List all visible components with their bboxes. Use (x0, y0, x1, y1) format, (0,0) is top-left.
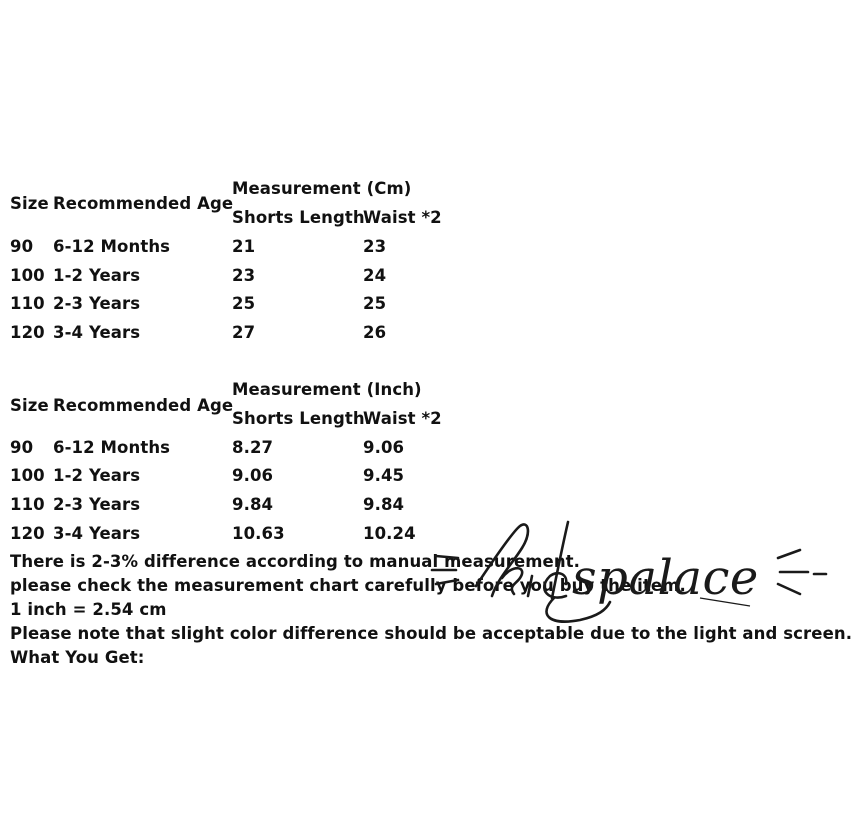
row-waist: 26 (363, 323, 387, 342)
sparkle-dash (436, 580, 458, 584)
row-age: 6-12 Months (53, 438, 171, 457)
row-length: 25 (232, 294, 256, 313)
age-header: Recommended Age (53, 194, 234, 213)
measurement-header-inch: Measurement (Inch) (232, 380, 422, 399)
row-age: 1-2 Years (53, 266, 141, 285)
size-header: Size (10, 396, 49, 415)
row-length: 23 (232, 266, 256, 285)
row-size: 120 (10, 323, 45, 342)
row-age: 2-3 Years (53, 294, 141, 313)
row-length: 27 (232, 323, 256, 342)
kidspalace-watermark-logo (428, 518, 830, 628)
row-waist: 9.45 (363, 466, 405, 485)
row-waist: 9.84 (363, 495, 405, 514)
row-length: 10.63 (232, 524, 285, 543)
size-header: Size (10, 194, 49, 213)
note-line: Please note that slight color difference should be acceptable due to the light and screen. (10, 624, 852, 643)
row-size: 120 (10, 524, 45, 543)
row-age: 2-3 Years (53, 495, 141, 514)
waist-header: Waist *2 (363, 409, 442, 428)
row-size: 90 (10, 237, 34, 256)
sparkle-dash (778, 550, 800, 558)
row-size: 100 (10, 266, 45, 285)
length-header: Shorts Length (232, 409, 365, 428)
age-header: Recommended Age (53, 396, 234, 415)
row-length: 21 (232, 237, 256, 256)
row-size: 90 (10, 438, 34, 457)
row-age: 3-4 Years (53, 323, 141, 342)
row-length: 9.06 (232, 466, 274, 485)
row-waist: 25 (363, 294, 387, 313)
row-waist: 10.24 (363, 524, 416, 543)
row-waist: 9.06 (363, 438, 405, 457)
k-loop (476, 524, 528, 596)
row-age: 6-12 Months (53, 237, 171, 256)
note-line: There is 2-3% difference according to manual measurement. (10, 552, 581, 571)
row-size: 110 (10, 495, 45, 514)
sparkle-dash (436, 556, 458, 558)
sparkle-dash (778, 584, 800, 594)
row-length: 8.27 (232, 438, 274, 457)
i-stroke (528, 576, 532, 596)
note-line: please check the measurement chart carefully before you buy the item. (10, 576, 686, 595)
row-age: 1-2 Years (53, 466, 141, 485)
d-ascender (552, 522, 568, 598)
row-waist: 24 (363, 266, 387, 285)
row-size: 110 (10, 294, 45, 313)
note-line: 1 inch = 2.54 cm (10, 600, 167, 619)
row-waist: 23 (363, 237, 387, 256)
row-size: 100 (10, 466, 45, 485)
note-line: What You Get: (10, 648, 145, 667)
watermark-text: spalace (572, 550, 759, 606)
length-header: Shorts Length (232, 208, 365, 227)
waist-header: Waist *2 (363, 208, 442, 227)
row-age: 3-4 Years (53, 524, 141, 543)
row-length: 9.84 (232, 495, 274, 514)
measurement-header-cm: Measurement (Cm) (232, 179, 412, 198)
